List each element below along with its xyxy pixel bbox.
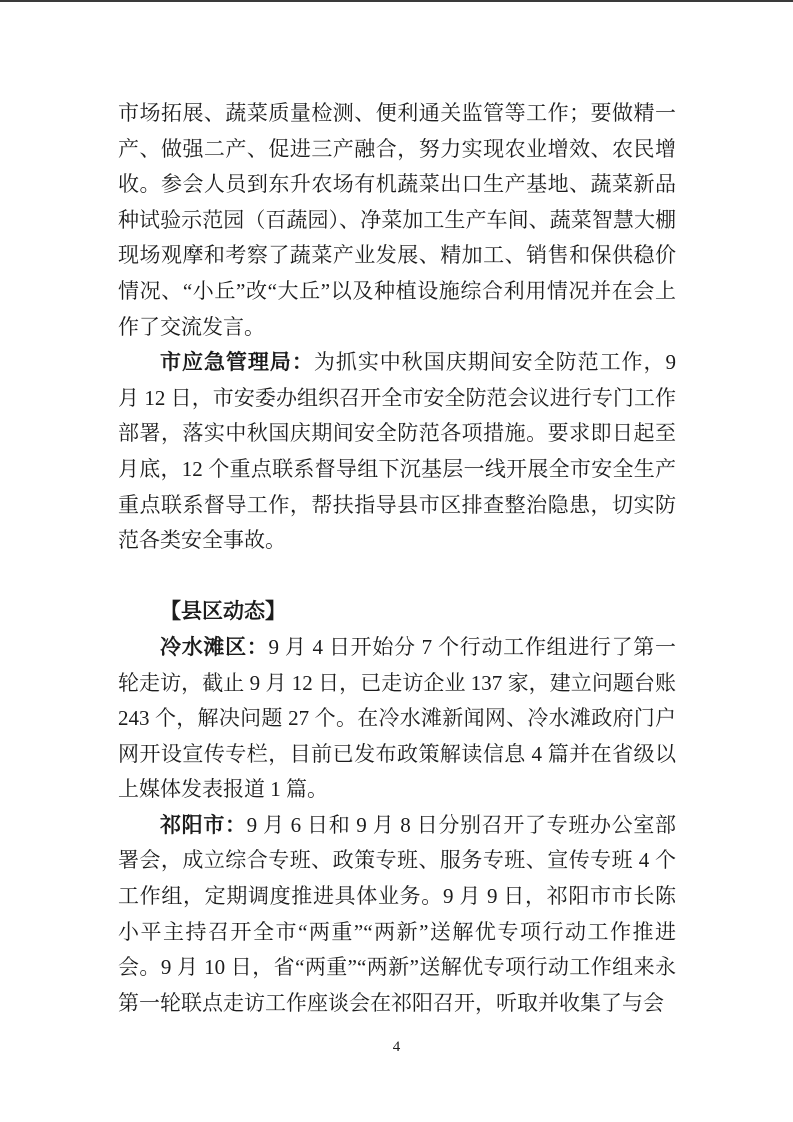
paragraph-body-qiyang: 9 月 6 日和 9 月 8 日分别召开了专班办公室部署会，成立综合专班、政策专班、服务专班、宣传专班 4 个工作组，定期调度推进具体业务。9 月 9 日，祁阳市市长陈小平主持召开全市“两重”“两新”送解优专项行动工作推进会。9 月 10 日，省“两重”“两新”送解优专项行动工作组来永第一轮联点走访工作座谈会在祁阳召开，听取并收集了与会: [118, 812, 677, 1015]
paragraph-lengshuitan: [118, 630, 676, 808]
paragraph-emergency-bureau: [118, 345, 676, 559]
paragraph-body-emergency-bureau: 为抓实中秋国庆期间安全防范工作，9 月 12 日，市安委办组织召开全市安全防范会议进行专门工作部署，落实中秋国庆期间安全防范各项措施。要求即日起至月底，12 个重点联系督导组下沉基层一线开展全市安全生产重点联系督导工作，帮扶指导县市区排查整治隐患，切实防范各类安全事故。: [118, 350, 677, 553]
paragraph-body-lengshuitan: 9 月 4 日开始分 7 个行动工作组进行了第一轮走访，截止 9 月 12 日，已走访企业 137 家，建立问题台账 243 个，解决问题 27 个。在冷水滩新闻网、冷水滩政府门户网开设宣传专栏，目前已发布政策解读信息 4 篇并在省级以上媒体发表报道 1 篇。: [118, 634, 677, 802]
page-number: 4: [392, 1039, 401, 1055]
paragraph-continuation: 市场拓展、蔬菜质量检测、便利通关监管等工作；要做精一产、做强二产、促进三产融合，努力实现农业增效、农民增收。参会人员到东升农场有机蔬菜出口生产基地、蔬菜新品种试验示范园（百蔬园）、净菜加工生产车间、蔬菜智慧大棚现场观摩和考察了蔬菜产业发展、精加工、销售和保供稳价情况、“小丘”改“大丘”以及种植设施综合利用情况并在会上作了交流发言。: [118, 101, 676, 339]
paragraph-lead-emergency-bureau: 市应急管理局：: [160, 351, 314, 375]
section-header-county-news: 【县区动态】: [160, 600, 286, 624]
document-body: [118, 96, 676, 1021]
scan-artifact-line: [0, 0, 793, 2]
paragraph-lead-lengshuitan: 冷水滩区：: [160, 635, 269, 659]
paragraph-lead-qiyang: 祁阳市：: [160, 813, 247, 837]
paragraph-qiyang: [118, 808, 676, 1022]
